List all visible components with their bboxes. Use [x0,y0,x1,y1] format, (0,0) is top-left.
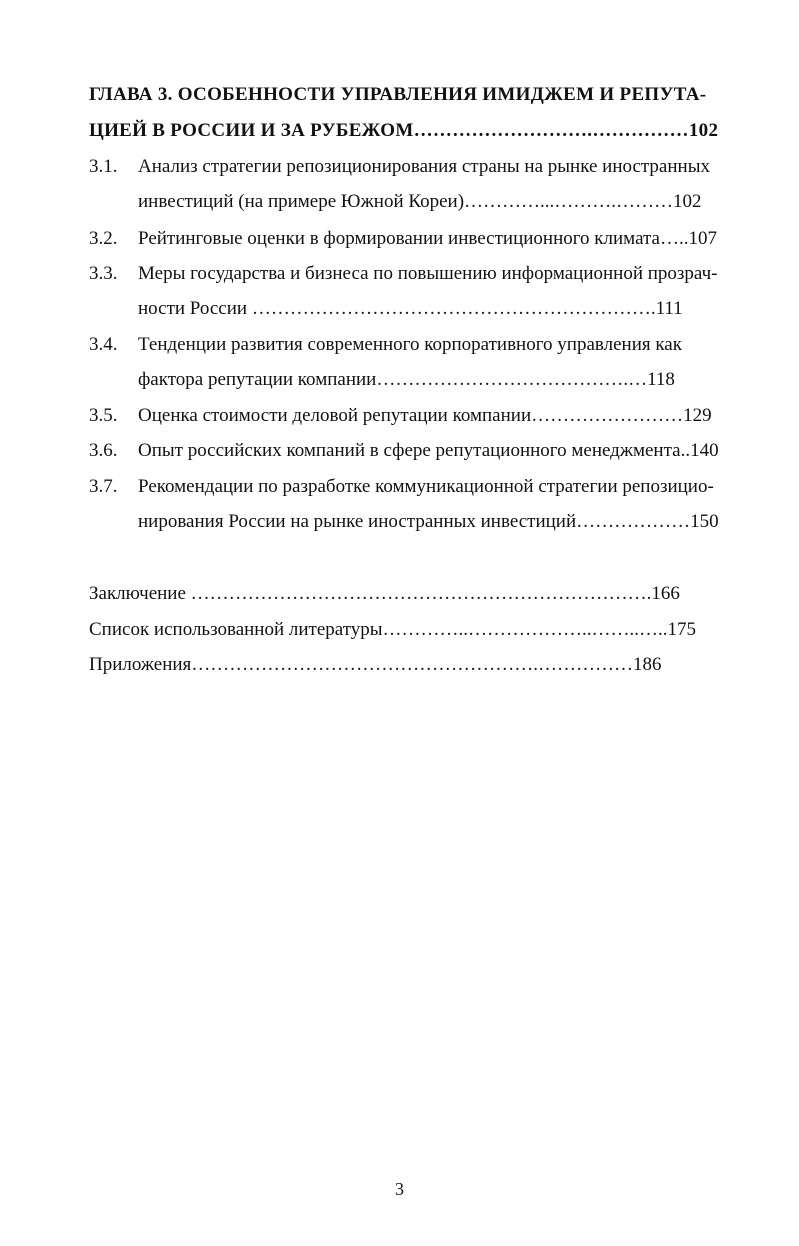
chapter-heading-text-2: ЦИЕЙ В РОССИИ И ЗА РУБЕЖОМ……………………….……………102 [89,120,719,141]
section-number-3-5: 3.5. [89,405,118,426]
chapter-heading-line-2 [89,119,739,143]
back-matter-appendices: Приложения……………………………………………….……………186 [89,654,662,675]
page-number: 3 [395,1179,404,1199]
section-3-1-line-2: инвестиций (на примере Южной Кореи)…………...……….………102 [138,191,702,212]
section-3-4-line-2: фактора репутации компании………………………………….…118 [138,369,675,390]
section-3-3-line-1: Меры государства и бизнеса по повышению информационной прозрач- [138,263,718,284]
section-3-7-line-2: нирования России на рынке иностранных инвестиций………………150 [138,511,719,532]
section-number-3-3: 3.3. [89,263,118,284]
section-number-3-4: 3.4. [89,334,118,355]
back-matter-conclusion: Заключение ……………………………………………………………….166 [89,583,680,604]
section-3-3-line-2: ности России ……………………………………………………….111 [138,298,683,319]
section-3-5-line-1: Оценка стоимости деловой репутации компании……………………129 [138,405,712,426]
chapter-heading-text-1: ГЛАВА 3. ОСОБЕННОСТИ УПРАВЛЕНИЯ ИМИДЖЕМ И РЕПУТА- [89,84,707,105]
section-3-7-line-1: Рекомендации по разработке коммуникационной стратегии репозицио- [138,476,714,497]
chapter-heading-line-1 [89,83,739,107]
section-3-6-line-1: Опыт российских компаний в сфере репутационного менеджмента..140 [138,440,719,461]
section-number-3-1: 3.1. [89,156,118,177]
section-3-2-line-1: Рейтинговые оценки в формировании инвестиционного климата…..107 [138,228,717,249]
section-3-1-line-1: Анализ стратегии репозиционирования страны на рынке иностранных [138,156,710,177]
section-number-3-6: 3.6. [89,440,118,461]
back-matter-bibliography: Список использованной литературы…………..………………..……..…..175 [89,619,697,640]
section-number-3-7: 3.7. [89,476,118,497]
section-3-4-line-1: Тенденции развития современного корпоративного управления как [138,334,682,355]
section-number-3-2: 3.2. [89,228,118,249]
